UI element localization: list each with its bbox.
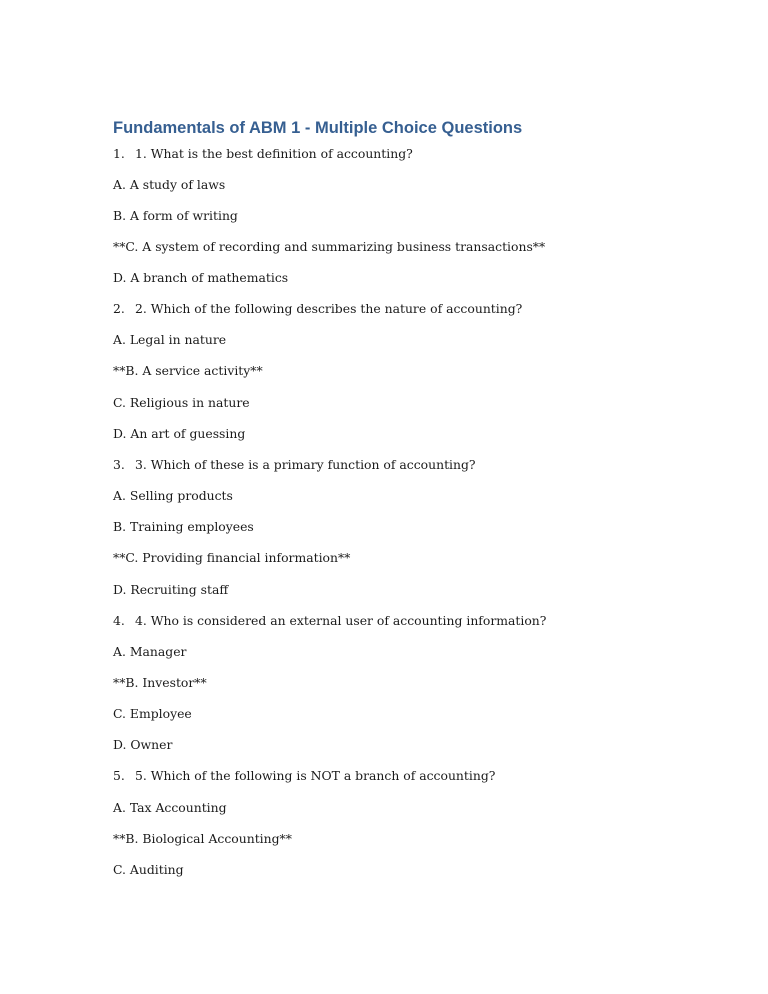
option-answer: **B. A service activity** [113, 363, 263, 378]
question-number: 3. [113, 457, 125, 472]
option: A. Legal in nature [113, 332, 227, 347]
option: D. Recruiting staff [113, 582, 229, 597]
option: C. Auditing [113, 862, 184, 877]
question-3 [113, 457, 476, 473]
question-text: 3. Which of these is a primary function of accounting? [135, 457, 476, 472]
option: B. A form of writing [113, 208, 238, 223]
option-answer: **C. A system of recording and summarizing business transactions** [113, 239, 546, 254]
option-answer: **B. Biological Accounting** [113, 831, 292, 846]
question-number: 4. [113, 613, 125, 628]
question-2 [113, 301, 522, 317]
option: A. Selling products [113, 488, 233, 503]
question-text: 5. Which of the following is NOT a branch of accounting? [135, 768, 496, 783]
option: B. Training employees [113, 519, 254, 534]
question-text: 1. What is the best definition of accounting? [135, 146, 413, 161]
question-text: 4. Who is considered an external user of accounting information? [135, 613, 547, 628]
option: D. A branch of mathematics [113, 270, 289, 285]
question-number: 2. [113, 301, 125, 316]
option: A. A study of laws [113, 177, 226, 192]
option: C. Religious in nature [113, 395, 250, 410]
option: A. Manager [113, 644, 187, 659]
option-answer: **C. Providing financial information** [113, 550, 351, 565]
option: D. An art of guessing [113, 426, 246, 441]
question-5 [113, 768, 495, 784]
option: D. Owner [113, 737, 173, 752]
question-4 [113, 613, 546, 629]
question-1 [113, 146, 413, 162]
question-number: 5. [113, 768, 125, 783]
question-text: 2. Which of the following describes the nature of accounting? [135, 301, 523, 316]
document-title: Fundamentals of ABM 1 - Multiple Choice Questions [113, 119, 523, 137]
question-number: 1. [113, 146, 125, 161]
option-answer: **B. Investor** [113, 675, 207, 690]
option: A. Tax Accounting [113, 800, 227, 815]
option: C. Employee [113, 706, 192, 721]
